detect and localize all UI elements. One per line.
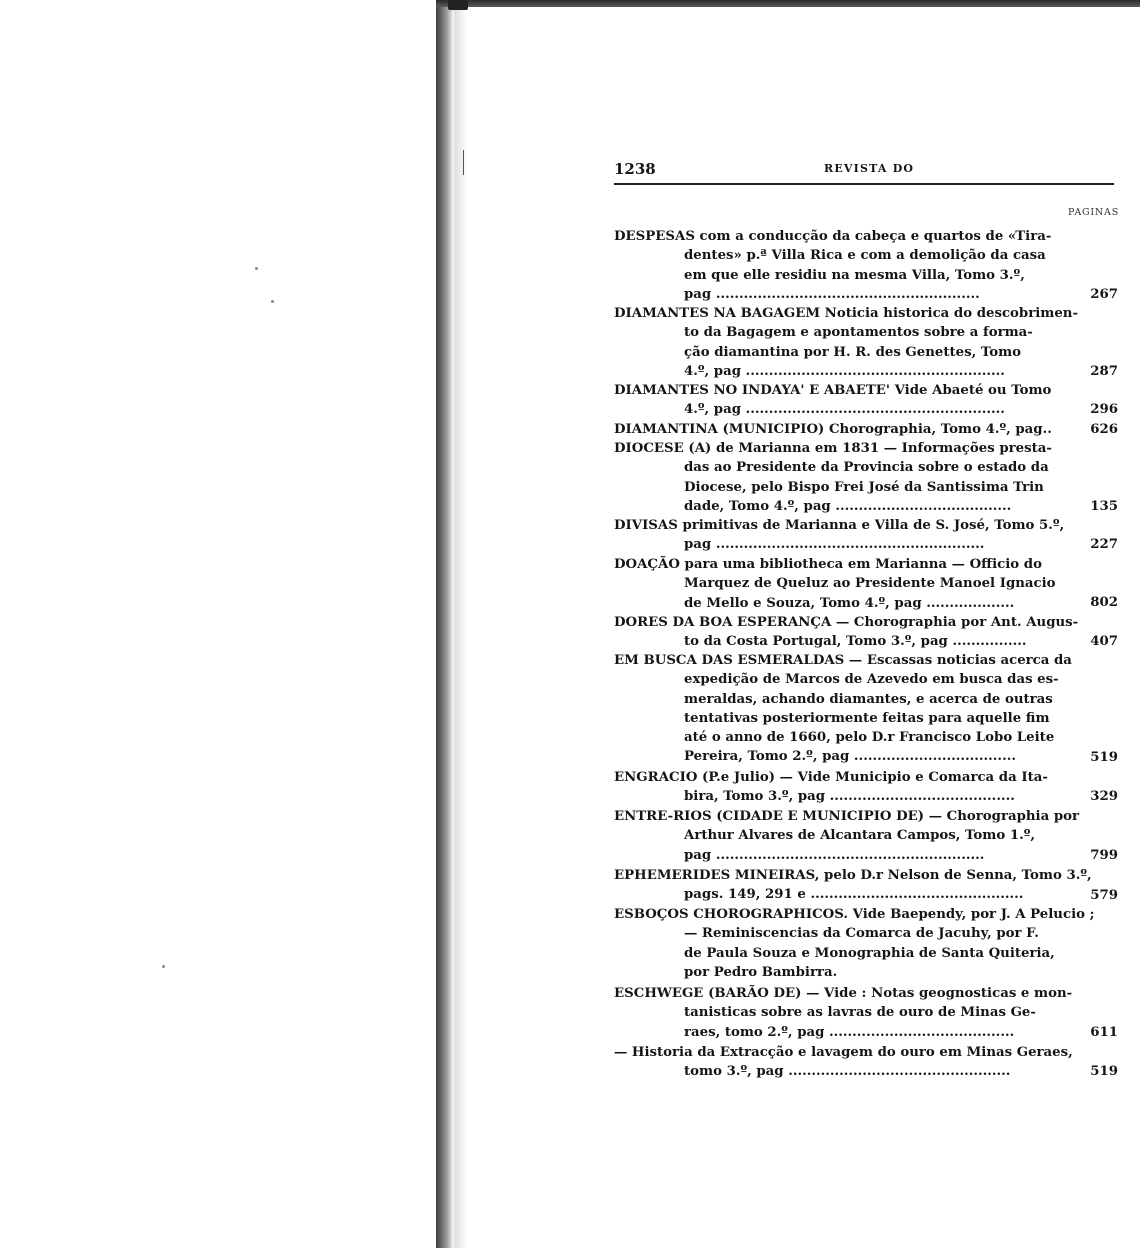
entry-line: EM BUSCA DAS ESMERALDAS — Escassas noticias acerca da [614, 653, 1072, 668]
entry-line: Marquez de Queluz ao Presidente Manoel Ignacio [684, 576, 1056, 592]
index-entry [614, 613, 1079, 652]
entry-line: pag .......................................................... [684, 537, 985, 553]
page-number: 1238 [614, 160, 656, 178]
header-rule [614, 183, 1114, 185]
entry-line: raes, tomo 2.º, pag ........................................ [684, 1024, 1015, 1040]
page-reference: 519 [1090, 750, 1118, 765]
entry-line: DIAMANTES NA BAGAGEM Noticia historica do descobrimen- [614, 306, 1078, 321]
entry-line: dade, Tomo 4.º, pag ...................................... [684, 498, 1012, 514]
entry-line: DESPESAS com a conducção da cabeça e quartos de «Tira- [614, 229, 1052, 244]
entry-line: 4.º, pag ........................................................ [684, 402, 1005, 418]
entry-line: Diocese, pelo Bispo Frei José da Santissima Trin [684, 479, 1044, 495]
entry-line: DIOCESE (A) de Marianna em 1831 — Informações presta- [614, 441, 1052, 456]
entry-line: ção diamantina por H. R. des Genettes, Tomo [684, 344, 1022, 360]
entry-line: ENGRACIO (P.e Julio) — Vide Municipio e Comarca da Ita- [614, 770, 1048, 785]
entry-line: em que elle residiu na mesma Villa, Tomo 3.º, [684, 267, 1025, 283]
index-entry [614, 516, 1065, 555]
page-reference: 799 [1090, 848, 1118, 863]
scan-speck [162, 965, 165, 968]
entry-line: das ao Presidente da Provincia sobre o estado da [684, 460, 1049, 476]
entry-line: — Historia da Extracção e lavagem do ouro em Minas Geraes, [614, 1045, 1073, 1060]
index-entry [614, 439, 1052, 516]
entry-line: ESBOÇOS CHOROGRAPHICOS. Vide Baependy, por J. A Pelucio ; [614, 907, 1095, 922]
page-top-edge [436, 0, 1140, 7]
page-reference: 267 [1090, 287, 1118, 302]
page-reference: 135 [1090, 499, 1118, 514]
entry-line: meraldas, achando diamantes, e acerca de outras [684, 691, 1053, 707]
entry-line: 4.º, pag ........................................................ [684, 363, 1005, 379]
page-edge-shadow [436, 5, 454, 1248]
entry-line: DOAÇÃO para uma bibliotheca em Marianna — Officio do [614, 557, 1042, 572]
page-reference: 296 [1090, 402, 1118, 417]
index-entry [614, 651, 1072, 767]
entry-line: pag .......................................................... [684, 847, 985, 863]
page-reference: 579 [1090, 888, 1118, 903]
entry-line: DIVISAS primitivas de Marianna e Villa de S. José, Tomo 5.º, [614, 518, 1065, 533]
entry-line: tentativas posteriormente feitas para aquelle fim [684, 710, 1050, 726]
entry-line: ESCHWEGE (BARÃO DE) — Vide : Notas geognosticas e mon- [614, 986, 1073, 1001]
index-entry [614, 984, 1073, 1042]
entry-line: to da Costa Portugal, Tomo 3.º, pag ................ [684, 634, 1027, 650]
entry-line: DIAMANTINA (MUNICIPIO) Chorographia, Tomo 4.º, pag.. [614, 422, 1052, 437]
page-edge-fade [454, 5, 468, 1248]
page-reference: 802 [1090, 595, 1118, 610]
entry-line: por Pedro Bambirra. [684, 964, 838, 980]
column-heading: PAGINAS [1068, 207, 1120, 218]
entry-line: Pereira, Tomo 2.º, pag ................................... [684, 749, 1016, 765]
index-entry [614, 866, 1092, 905]
entry-line: tomo 3.º, pag ................................................ [684, 1064, 1011, 1080]
scan-speck [271, 300, 274, 303]
page-header [614, 160, 1114, 182]
index-entry [614, 420, 1052, 439]
scan-mark [463, 150, 464, 175]
running-title: REVISTA DO [824, 162, 915, 175]
entry-line: até o anno de 1660, pelo D.r Francisco Lobo Leite [684, 730, 1055, 746]
index-entry [614, 555, 1056, 613]
index-entry [614, 381, 1052, 420]
page-reference: 227 [1090, 537, 1118, 552]
entry-line: de Mello e Souza, Tomo 4.º, pag ................... [684, 595, 1015, 611]
entry-line: pag ......................................................... [684, 286, 980, 302]
entry-line: DIAMANTES NO INDAYA' E ABAETE' Vide Abaeté ou Tomo [614, 383, 1052, 398]
entry-line: pags. 149, 291 e .............................................. [684, 887, 1024, 903]
page-reference: 329 [1090, 789, 1118, 804]
scan-speck [255, 267, 258, 270]
index-entry [614, 227, 1052, 304]
page-reference: 287 [1090, 364, 1118, 379]
entry-line: EPHEMERIDES MINEIRAS, pelo D.r Nelson de Senna, Tomo 3.º, [614, 868, 1092, 883]
page-reference: 519 [1090, 1064, 1118, 1079]
index-entry [614, 304, 1078, 381]
page-corner-mark [448, 0, 468, 10]
entry-line: Arthur Alvares de Alcantara Campos, Tomo 1.º, [684, 828, 1036, 844]
index-entry [614, 807, 1080, 865]
index-entry [614, 1043, 1073, 1082]
entry-line: to da Bagagem e apontamentos sobre a forma- [684, 325, 1033, 341]
entry-line: — Reminiscencias da Comarca de Jacuhy, por F. [684, 926, 1039, 942]
entry-line: DORES DA BOA ESPERANÇA — Chorographia por Ant. Augus- [614, 615, 1079, 630]
entry-line: dentes» p.ª Villa Rica e com a demolição da casa [684, 248, 1046, 264]
page-reference: 611 [1090, 1025, 1118, 1040]
entry-line: expedição de Marcos de Azevedo em busca das es- [684, 672, 1059, 688]
entry-line: tanisticas sobre as lavras de ouro de Minas Ge- [684, 1005, 1036, 1021]
entry-line: ENTRE-RIOS (CIDADE E MUNICIPIO DE) — Chorographia por [614, 809, 1080, 824]
entry-line: de Paula Souza e Monographia de Santa Quiteria, [684, 945, 1055, 961]
entry-line: bira, Tomo 3.º, pag ........................................ [684, 789, 1015, 805]
index-entry [614, 905, 1095, 982]
page-reference: 407 [1090, 634, 1118, 649]
index-entry [614, 768, 1046, 807]
page-reference: 626 [1090, 422, 1118, 437]
